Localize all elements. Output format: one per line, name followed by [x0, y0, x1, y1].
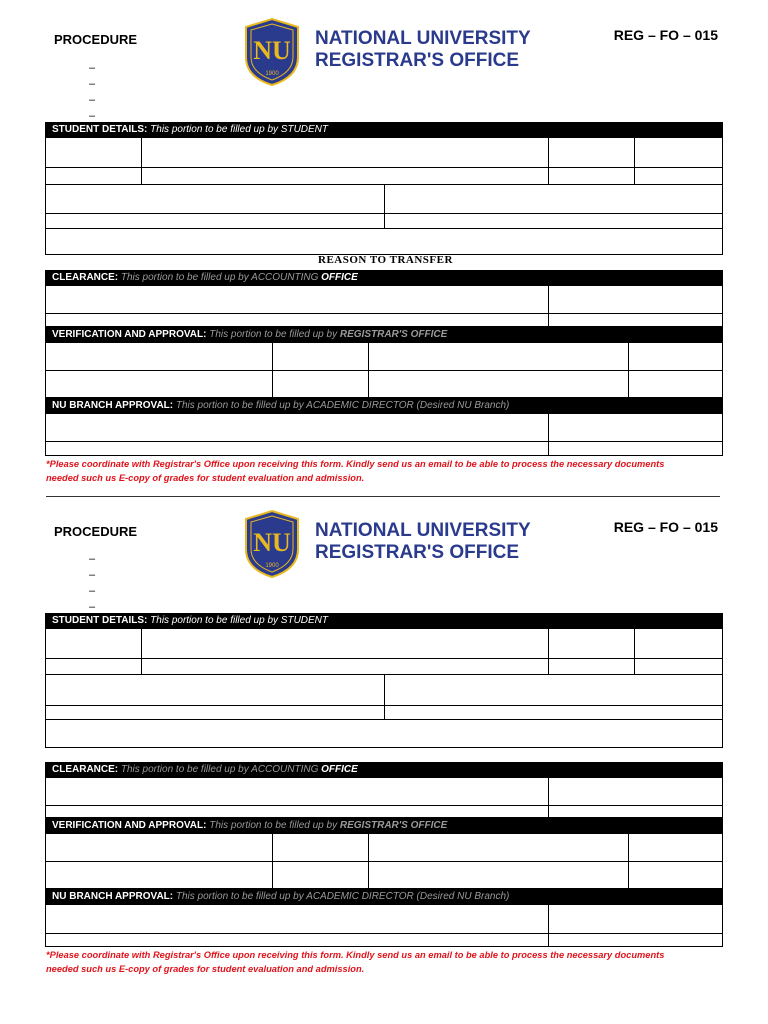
form-field[interactable]	[549, 138, 635, 185]
reason-to-transfer-label: REASON TO TRANSFER	[318, 254, 453, 266]
form-field[interactable]	[549, 629, 635, 675]
student-details-header: STUDENT DETAILS: This portion to be filled up by STUDENT	[45, 613, 723, 628]
university-name: NATIONAL UNIVERSITY	[315, 28, 531, 49]
verification-header: VERIFICATION AND APPROVAL: This portion to be filled up by REGISTRAR'S OFFICE	[45, 818, 723, 833]
form-field[interactable]	[46, 286, 549, 326]
form-code: REG – FO – 015	[613, 27, 718, 43]
form-field[interactable]	[46, 905, 549, 946]
office-name: REGISTRAR'S OFFICE	[315, 542, 520, 563]
form-field[interactable]	[46, 629, 142, 675]
university-title	[315, 28, 531, 72]
clearance-header: CLEARANCE: This portion to be filled up by ACCOUNTING OFFICE	[45, 762, 723, 777]
branch-approval-table	[45, 413, 723, 456]
footer-note: *Please coordinate with Registrar's Office upon receiving this form. Kindly send us an email to be able to process the necessary documents needed such us E-copy of grades for student evaluation and admission.	[46, 459, 665, 483]
procedure-step: –	[89, 553, 96, 565]
procedure-step: –	[89, 569, 96, 581]
verification-table	[45, 833, 723, 889]
svg-text:1900: 1900	[265, 563, 279, 569]
branch-approval-header: NU BRANCH APPROVAL: This portion to be filled up by ACADEMIC DIRECTOR (Desired NU Branch)	[45, 398, 723, 413]
office-name: REGISTRAR'S OFFICE	[315, 50, 520, 71]
footer-note: *Please coordinate with Registrar's Office upon receiving this form. Kindly send us an email to be able to process the necessary documents needed such us E-copy of grades for student evaluation and admission.	[46, 950, 665, 974]
form-field[interactable]	[46, 674, 385, 720]
form-field[interactable]	[46, 184, 385, 229]
student-details-table	[45, 137, 723, 255]
university-name: NATIONAL UNIVERSITY	[315, 520, 531, 541]
procedure-step: –	[89, 110, 96, 122]
procedure-step: –	[89, 94, 96, 106]
svg-text:NU: NU	[253, 36, 291, 65]
verification-header: VERIFICATION AND APPROVAL: This portion to be filled up by REGISTRAR'S OFFICE	[45, 327, 723, 342]
nu-logo	[243, 17, 301, 87]
nu-logo	[243, 509, 301, 579]
procedure-label: PROCEDURE	[54, 524, 138, 539]
form-code: REG – FO – 015	[613, 519, 718, 535]
svg-text:NU: NU	[253, 528, 291, 557]
clearance-table	[45, 777, 723, 818]
clearance-header: CLEARANCE: This portion to be filled up by ACCOUNTING OFFICE	[45, 270, 723, 285]
form-field[interactable]	[46, 414, 549, 455]
clearance-table	[45, 285, 723, 327]
form-field[interactable]	[46, 778, 549, 817]
university-title	[315, 520, 531, 564]
form-field[interactable]	[142, 629, 549, 675]
student-details-header: STUDENT DETAILS: This portion to be filled up by STUDENT	[45, 122, 723, 137]
procedure-step: –	[89, 585, 96, 597]
verification-table	[45, 342, 723, 398]
branch-approval-table	[45, 904, 723, 947]
form-copy-top	[0, 0, 768, 490]
svg-text:1900: 1900	[265, 71, 279, 77]
form-field[interactable]	[46, 138, 142, 185]
branch-approval-header: NU BRANCH APPROVAL: This portion to be filled up by ACADEMIC DIRECTOR (Desired NU Branch)	[45, 889, 723, 904]
procedure-steps	[89, 60, 95, 124]
form-field[interactable]	[142, 138, 549, 185]
procedure-step: –	[89, 78, 96, 90]
student-details-table	[45, 628, 723, 748]
procedure-step: –	[89, 62, 96, 74]
form-copy-bottom	[0, 492, 768, 982]
procedure-steps	[89, 551, 95, 615]
procedure-step: –	[89, 601, 96, 613]
procedure-label: PROCEDURE	[54, 32, 138, 47]
